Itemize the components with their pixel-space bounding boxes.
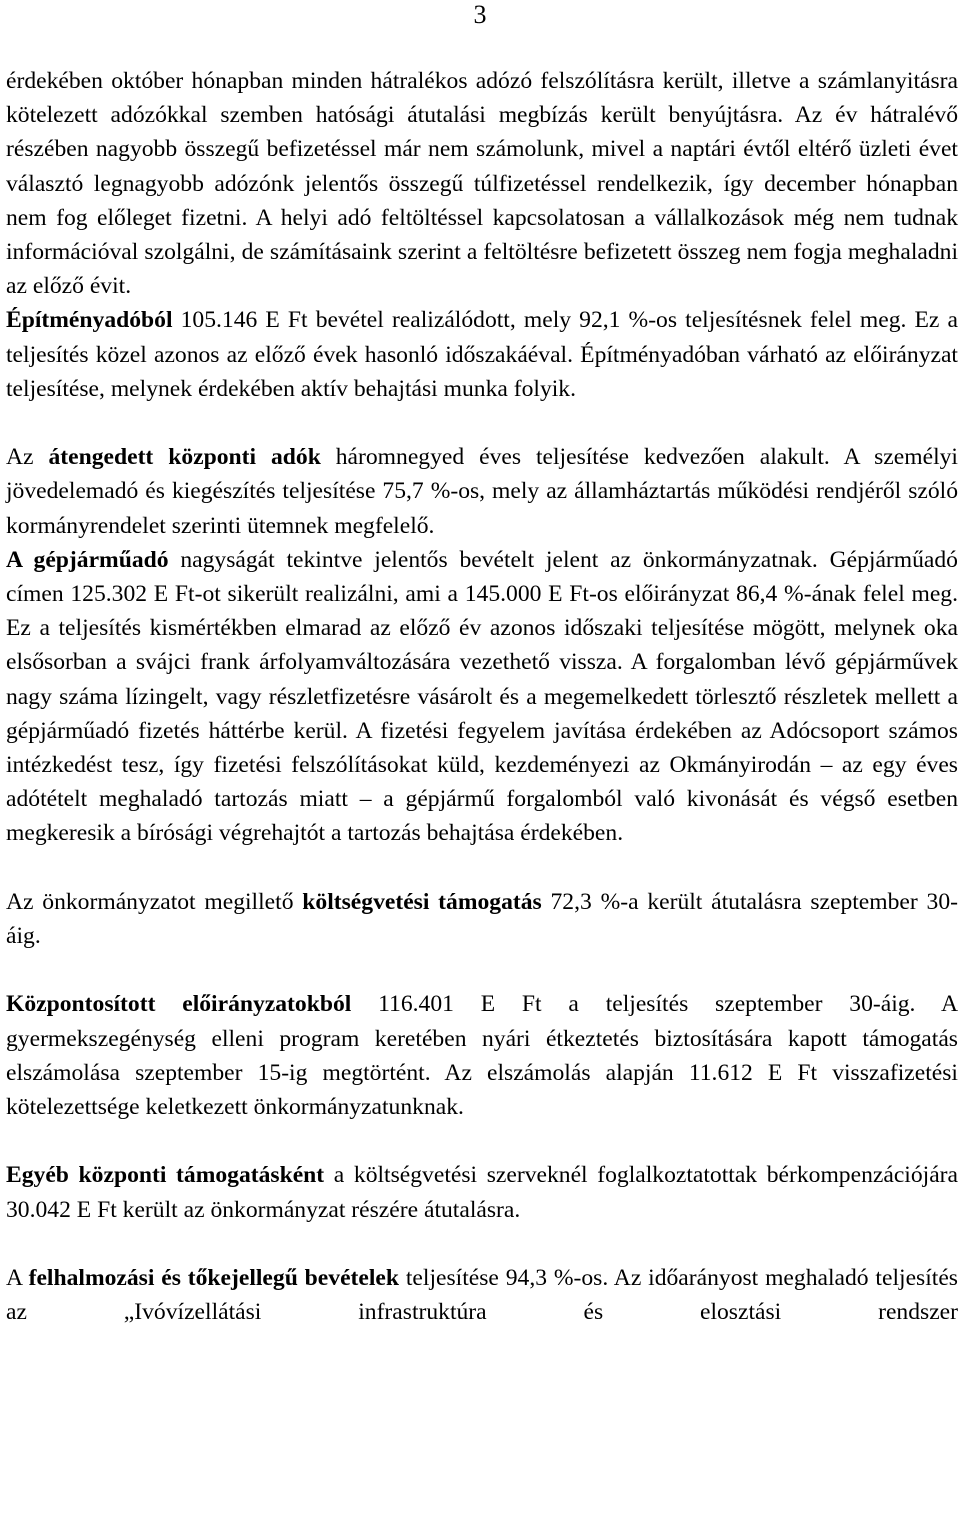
paragraph-text: háromnegyed éves teljesítése kedvezően alakult. A személyi jövedelemadó és kiegészítés teljesítése 75,7 %-os, mely az államháztartás működési rendjéről szóló kormányrendelet szerinti ütemnek megfelelő. xyxy=(6,444,958,539)
bold-term: Építményadóból xyxy=(6,307,173,334)
paragraph-text: nagyságát tekintve jelentős bevételt jelent az önkormányzatnak. Gépjárműadó címen 125.302 E Ft-ot sikerült realizálni, ami a 145.000 E Ft-os előirányzat 86,4 %-ának felel meg. Ez a teljesítés kismértékben elmarad az előző év azonos időszaki teljesítése mögött, melynek oka elsősorban a svájci frank árfolyamváltozására vezethető vissza. A forgalomban lévő gépjárművek nagy száma lízingelt, vagy részletfizetésre vásárolt és a megemelkedett törlesztő részletek mellett a gépjárműadó fizetés háttérbe kerül. A fizetési fegyelem javítása érdekében az Adócsoport számos intézkedést tesz, így fizetési felszólításokat küld, kezdeményezi az Okmányirodán – az egy éves adótételt meghaladó tartozás miatt – a gépjármű forgalomból való kivonását és végső esetben megkeresik a bírósági végrehajtót a tartozás behajtása érdekében. xyxy=(6,546,958,847)
paragraph-text: 105.146 E Ft bevétel realizálódott, mely 92,1 %-os teljesítésnek felel meg. Ez a teljesítés közel azonos az előző évek hasonló időszakáéval. Építményadóban várható az előirányzat teljesítése, melynek érdekében aktív behajtási munka folyik. xyxy=(6,307,958,402)
paragraph-p8 xyxy=(6,1261,958,1329)
paragraph-p3 xyxy=(6,440,958,543)
page-number: 3 xyxy=(473,0,487,29)
paragraph-p2 xyxy=(6,303,958,406)
paragraph-p7 xyxy=(6,1158,958,1226)
paragraph-text: 72,3 %-a került átutalásra szeptember 30-áig. xyxy=(6,888,958,950)
paragraph-p1 xyxy=(6,64,958,303)
bold-term: Egyéb központi támogatásként xyxy=(6,1162,325,1189)
bold-term: átengedett központi adók xyxy=(48,444,321,471)
paragraph-p5 xyxy=(6,885,958,953)
paragraph-text: Az önkormányzatot megillető xyxy=(6,888,303,915)
bold-term: költségvetési támogatás xyxy=(302,888,542,915)
paragraph-p6 xyxy=(6,987,958,1124)
bold-term: felhalmozási és tőkejellegű bevételek xyxy=(28,1265,400,1292)
document-body xyxy=(6,64,958,1329)
paragraph-p4 xyxy=(6,543,958,851)
paragraph-text: Az xyxy=(6,444,49,471)
bold-term: Központosított előirányzatokból xyxy=(6,991,352,1018)
paragraph-text: 116.401 E Ft a teljesítés szeptember 30-áig. A gyermekszegénység elleni program keretében nyári étkeztetés biztosítására kapott támogatás elszámolása szeptember 15-ig megtörtént. Az elszámolás alapján 11.612 E Ft visszafizetési kötelezettsége keletkezett önkormányzatunknak. xyxy=(6,991,958,1121)
bold-term: A gépjárműadó xyxy=(6,546,169,573)
paragraph-text: a költségvetési szerveknél foglalkoztatottak bérkompenzációjára 30.042 E Ft került az önkormányzat részére átutalásra. xyxy=(6,1162,958,1223)
paragraph-text: teljesítése 94,3 %-os. Az időarányost meghaladó teljesítés az „Ivóvízellátási infrastruktúra és elosztási rendszer xyxy=(6,1265,958,1326)
paragraph-text: érdekében október hónapban minden hátralékos adózó felszólításra került, illetve a számlanyitásra kötelezett adózókkal szemben hatósági átutalási megbízás került benyújtásra. Az év hátralévő részében nagyobb összegű befizetéssel már nem számolunk, mivel a naptári évtől eltérő üzleti évet választó legnagyobb adózónk jelentős összegű túlfizetéssel rendelkezik, így december hónapban nem fog előleget fizetni. A helyi adó feltöltéssel kapcsolatosan a vállalkozások még nem tudnak információval szolgálni, de számításaink szerint a feltöltésre befizetett összeg nem fogja meghaladni az előző évit. xyxy=(6,68,958,300)
paragraph-text: A xyxy=(6,1265,29,1292)
